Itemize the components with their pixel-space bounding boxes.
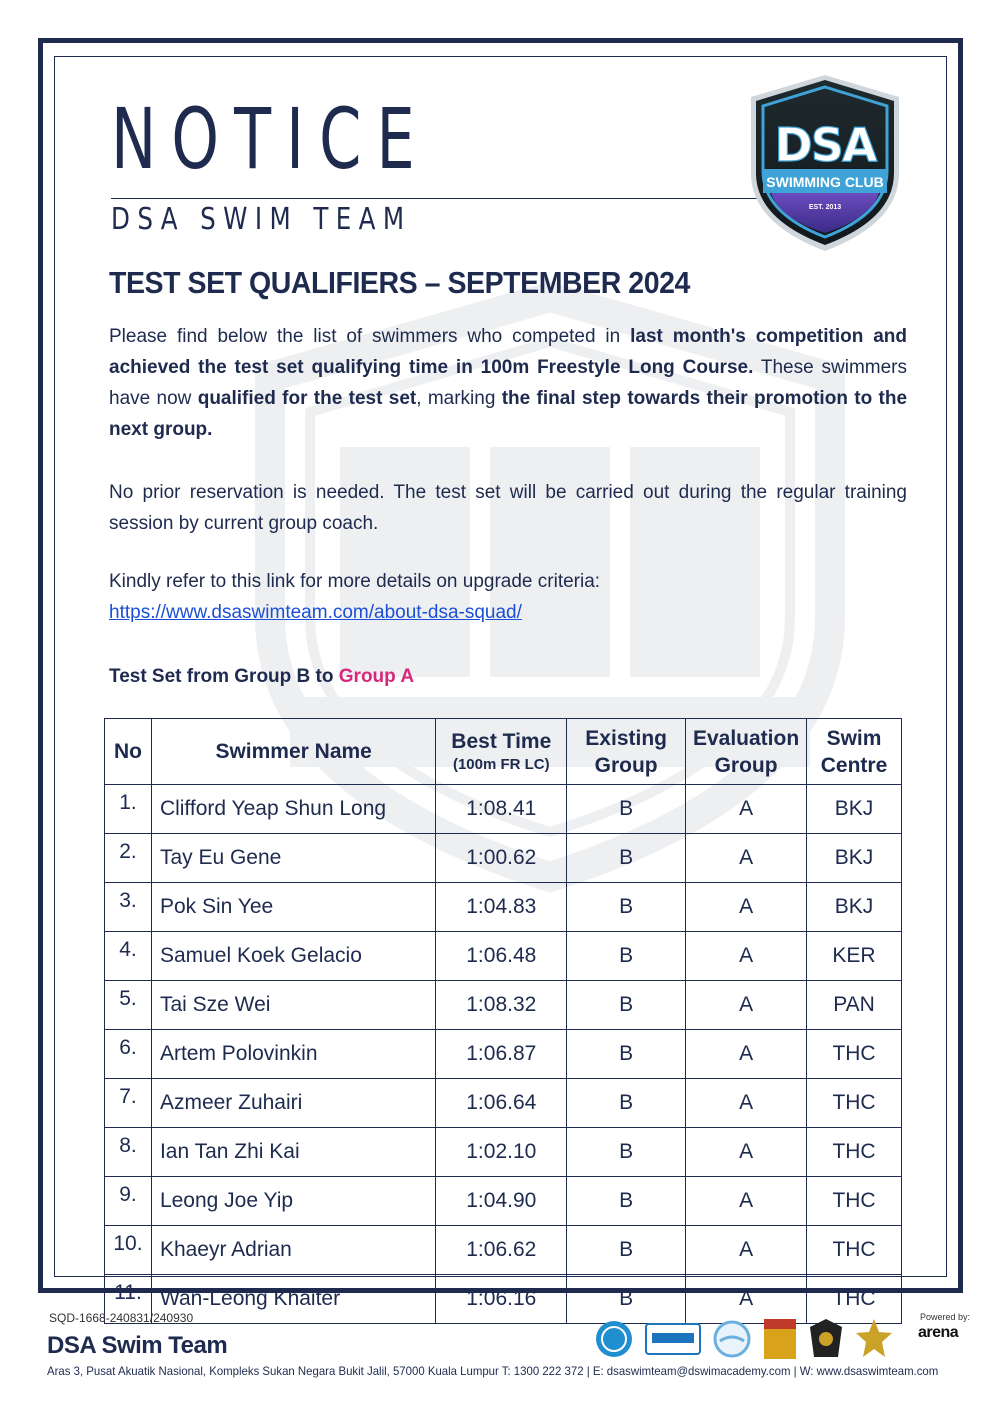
main-heading: TEST SET QUALIFIERS – SEPTEMBER 2024 — [109, 265, 690, 300]
table-row — [105, 834, 902, 883]
row-number: 9. — [105, 1177, 152, 1226]
header-divider — [111, 198, 811, 199]
existing-group: B — [567, 1226, 686, 1275]
swimmer-name: Khaeyr Adrian — [151, 1226, 435, 1275]
certified-badge-icon — [712, 1319, 752, 1359]
table-header-row — [105, 719, 902, 785]
best-time: 1:08.32 — [436, 981, 567, 1030]
intro-paragraph: Please find below the list of swimmers who competed in last month's competition and achieved the test set qualifying time in 100m Freestyle Long Course. These swimmers have now qualified for the test set, marking the final step towards their promotion to the next group. — [109, 326, 908, 440]
row-number: 1. — [105, 785, 152, 834]
col-header-no: No — [105, 719, 152, 785]
swim-centre: PAN — [807, 981, 902, 1030]
row-number: 3. — [105, 883, 152, 932]
existing-group: B — [567, 932, 686, 981]
criteria-text: Kindly refer to this link for more details on upgrade criteria: — [109, 571, 601, 592]
evaluation-group: A — [686, 834, 807, 883]
document-code: SQD-1668-240831/240930 — [49, 1311, 194, 1325]
existing-group: B — [567, 883, 686, 932]
swimmer-name: Artem Polovinkin — [151, 1030, 435, 1079]
swimmer-name: Leong Joe Yip — [151, 1177, 435, 1226]
swimmer-name: Samuel Koek Gelacio — [151, 932, 435, 981]
existing-group: B — [567, 785, 686, 834]
team-subtitle: DSA SWIM TEAM — [111, 202, 412, 237]
existing-group: B — [567, 1275, 686, 1324]
evaluation-group: A — [686, 932, 807, 981]
powered-by-label: Powered by: — [920, 1312, 971, 1322]
evaluation-group: A — [686, 883, 807, 932]
best-time: 1:06.87 — [436, 1030, 567, 1079]
logo-dsa-text: DSA — [774, 118, 876, 172]
section-title: Test Set from Group B to Group A — [109, 666, 415, 687]
table-row — [105, 1079, 902, 1128]
evaluation-group: A — [686, 981, 807, 1030]
swim-centre: THC — [807, 1128, 902, 1177]
australian-swim-schools-badge-icon — [644, 1320, 702, 1358]
table-row — [105, 932, 902, 981]
best-time: 1:02.10 — [436, 1128, 567, 1177]
table-row — [105, 981, 902, 1030]
swimmer-name: Azmeer Zuhairi — [151, 1079, 435, 1128]
evaluation-group: A — [686, 1079, 807, 1128]
austswim-badge-icon — [594, 1319, 634, 1359]
row-number: 2. — [105, 834, 152, 883]
babyjob-award-icon — [854, 1317, 894, 1361]
qualifiers-table — [104, 718, 902, 1324]
notice-title: NOTICE — [111, 90, 430, 188]
row-number: 8. — [105, 1128, 152, 1177]
col-header-swim-centre: Swim Centre — [807, 719, 902, 785]
existing-group: B — [567, 1030, 686, 1079]
table-row — [105, 883, 902, 932]
evaluation-group: A — [686, 785, 807, 834]
readers-choice-award-icon — [762, 1317, 798, 1361]
table-row — [105, 1030, 902, 1079]
evaluation-group: A — [686, 1275, 807, 1324]
swimmer-name: Pok Sin Yee — [151, 883, 435, 932]
accreditation-badges — [594, 1317, 894, 1361]
col-header-evaluation-group: Evaluation Group — [686, 719, 807, 785]
evaluation-group: A — [686, 1030, 807, 1079]
best-time: 1:04.83 — [436, 883, 567, 932]
best-time: 1:06.64 — [436, 1079, 567, 1128]
existing-group: B — [567, 834, 686, 883]
swim-centre: THC — [807, 1275, 902, 1324]
swim-centre: THC — [807, 1079, 902, 1128]
table-row — [105, 1128, 902, 1177]
swimmer-name: Clifford Yeap Shun Long — [151, 785, 435, 834]
criteria-paragraph — [109, 566, 907, 628]
row-number: 11. — [105, 1275, 152, 1324]
target-group-highlight: Group A — [338, 666, 415, 687]
table-row — [105, 785, 902, 834]
table-row — [105, 1177, 902, 1226]
evaluation-group: A — [686, 1226, 807, 1275]
dsa-swimming-club-logo — [749, 73, 901, 253]
swimmer-name: Tay Eu Gene — [151, 834, 435, 883]
best-time: 1:06.48 — [436, 932, 567, 981]
row-number: 5. — [105, 981, 152, 1030]
swimmer-name: Wan-Leong Khaiter — [151, 1275, 435, 1324]
best-time: 1:04.90 — [436, 1177, 567, 1226]
existing-group: B — [567, 1177, 686, 1226]
swim-centre: THC — [807, 1177, 902, 1226]
arena-sponsor-logo: arena — [918, 1324, 959, 1341]
existing-group: B — [567, 981, 686, 1030]
swim-centre: BKJ — [807, 834, 902, 883]
footer-team-name: DSA Swim Team — [47, 1332, 228, 1359]
row-number: 7. — [105, 1079, 152, 1128]
upgrade-criteria-link[interactable]: https://www.dsaswimteam.com/about-dsa-squad/ — [109, 602, 522, 623]
best-time: 1:00.62 — [436, 834, 567, 883]
swim-centre: THC — [807, 1030, 902, 1079]
col-header-best-time: Best Time (100m FR LC) — [436, 719, 567, 785]
col-header-name: Swimmer Name — [151, 719, 435, 785]
reservation-paragraph: No prior reservation is needed. The test set will be carried out during the regular training session by current group coach. — [109, 482, 907, 534]
best-time: 1:06.16 — [436, 1275, 567, 1324]
logo-ribbon-text: SWIMMING CLUB — [766, 174, 884, 190]
evaluation-group: A — [686, 1177, 807, 1226]
swim-centre: BKJ — [807, 883, 902, 932]
best-time: 1:08.41 — [436, 785, 567, 834]
evaluation-group: A — [686, 1128, 807, 1177]
table-row — [105, 1226, 902, 1275]
swim-centre: BKJ — [807, 785, 902, 834]
notice-panel — [54, 56, 947, 1310]
row-number: 6. — [105, 1030, 152, 1079]
logo-est-text: EST. 2013 — [808, 204, 842, 211]
swim-centre: KER — [807, 932, 902, 981]
swim-centre: THC — [807, 1226, 902, 1275]
row-number: 10. — [105, 1226, 152, 1275]
col-header-existing-group: Existing Group — [567, 719, 686, 785]
footer-address: Aras 3, Pusat Akuatik Nasional, Kompleks Sukan Negara Bukit Jalil, 57000 Kuala Lumpur T: 1300 222 372 | E: dsaswimteam@dswimacademy.com | W: www.dsaswimteam.com — [47, 1364, 939, 1378]
existing-group: B — [567, 1128, 686, 1177]
swimmer-name: Tai Sze Wei — [151, 981, 435, 1030]
best-time: 1:06.62 — [436, 1226, 567, 1275]
existing-group: B — [567, 1079, 686, 1128]
academy-award-icon — [808, 1317, 844, 1361]
swimmer-name: Ian Tan Zhi Kai — [151, 1128, 435, 1177]
row-number: 4. — [105, 932, 152, 981]
